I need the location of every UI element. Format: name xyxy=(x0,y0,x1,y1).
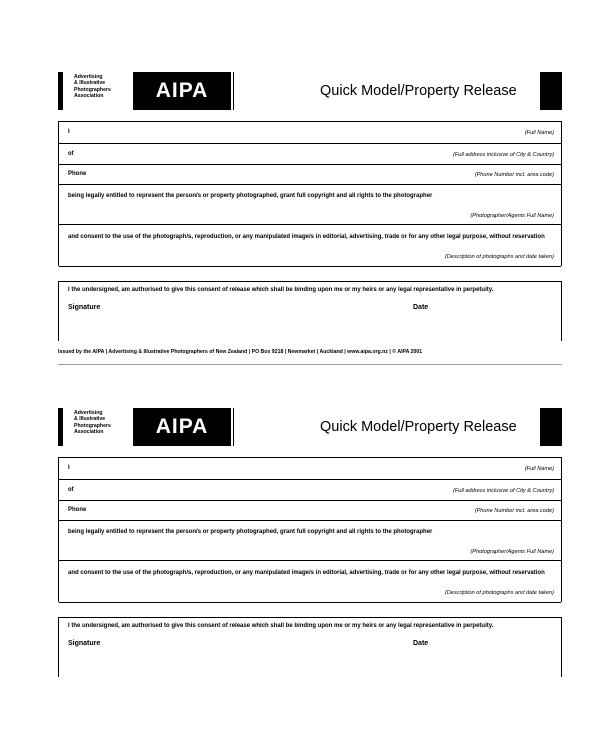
phone-hint: (Phone Number incl. area code) xyxy=(474,508,554,514)
i-label: I xyxy=(68,129,70,135)
phone-hint: (Phone Number incl. area code) xyxy=(474,172,554,178)
photographer-field[interactable] xyxy=(59,185,561,225)
of-label: of xyxy=(68,151,74,157)
full-name-field[interactable] xyxy=(59,458,561,480)
release-details xyxy=(58,121,562,266)
form-title: Quick Model/Property Release xyxy=(320,419,517,435)
entitled-text: being legally entitled to represent the person/s or property photographed, grant full copyright and all rights to the photographer xyxy=(68,193,433,199)
signature-field[interactable]: Signature xyxy=(68,640,101,647)
phone-label: Phone xyxy=(68,507,87,513)
entitled-text: being legally entitled to represent the person/s or property photographed, grant full copyright and all rights to the photographer xyxy=(68,529,433,535)
aipa-logo: AIPA xyxy=(133,72,231,110)
release-header xyxy=(58,408,562,446)
consent-section xyxy=(58,617,562,677)
description-hint: (Description of photographs and date taken) xyxy=(444,590,554,596)
consent-section xyxy=(58,281,562,341)
description-hint: (Description of photographs and date taken) xyxy=(444,254,554,260)
issuer-footer: Issued by the AIPA | Advertising & Illustrative Photographers of New Zealand | PO Box 9218 | Newmarket | Auckland | www.aipa.org.nz | © AIPA 2001 xyxy=(58,349,423,355)
address-field[interactable] xyxy=(59,480,561,501)
phone-field[interactable] xyxy=(59,165,561,185)
photographer-hint: (Photographer/Agents Full Name) xyxy=(470,549,554,555)
logo-divider xyxy=(233,408,234,446)
cut-line xyxy=(58,364,562,365)
form-title: Quick Model/Property Release xyxy=(320,83,517,99)
aipa-logo: AIPA xyxy=(133,408,231,446)
release-details xyxy=(58,457,562,602)
header-right-bar xyxy=(540,408,562,446)
address-field[interactable] xyxy=(59,144,561,165)
header-left-bar xyxy=(58,408,63,446)
association-name: Advertising & Illustrative Photographers Association xyxy=(74,74,111,100)
description-field[interactable] xyxy=(59,561,561,603)
consent-text: I the undersigned, am authorised to give this consent of release which shall be binding upon me or my heirs or any legal representative in perpetuity. xyxy=(68,287,494,293)
association-name: Advertising & Illustrative Photographers Association xyxy=(74,410,111,436)
phone-label: Phone xyxy=(68,171,87,177)
signature-field[interactable]: Signature xyxy=(68,304,101,311)
full-name-field[interactable] xyxy=(59,122,561,144)
consent-use-text: and consent to the use of the photograph/s, reproduction, or any manipulated image/s in editorial, advertising, trade or for any other legal purpose, without reservation xyxy=(68,234,545,240)
consent-use-text: and consent to the use of the photograph/s, reproduction, or any manipulated image/s in editorial, advertising, trade or for any other legal purpose, without reservation xyxy=(68,570,545,576)
header-right-bar xyxy=(540,72,562,110)
date-field[interactable]: Date xyxy=(413,304,429,311)
description-field[interactable] xyxy=(59,225,561,267)
phone-field[interactable] xyxy=(59,501,561,521)
address-hint: (Full address inclusive of City & Country) xyxy=(452,152,554,158)
of-label: of xyxy=(68,487,74,493)
release-header xyxy=(58,72,562,110)
header-left-bar xyxy=(58,72,63,110)
date-field[interactable]: Date xyxy=(413,640,429,647)
full-name-hint: (Full Name) xyxy=(524,130,554,136)
photographer-field[interactable] xyxy=(59,521,561,561)
i-label: I xyxy=(68,465,70,471)
logo-divider xyxy=(233,72,234,110)
photographer-hint: (Photographer/Agents Full Name) xyxy=(470,213,554,219)
full-name-hint: (Full Name) xyxy=(524,466,554,472)
address-hint: (Full address inclusive of City & Country) xyxy=(452,488,554,494)
consent-text: I the undersigned, am authorised to give this consent of release which shall be binding upon me or my heirs or any legal representative in perpetuity. xyxy=(68,623,494,629)
